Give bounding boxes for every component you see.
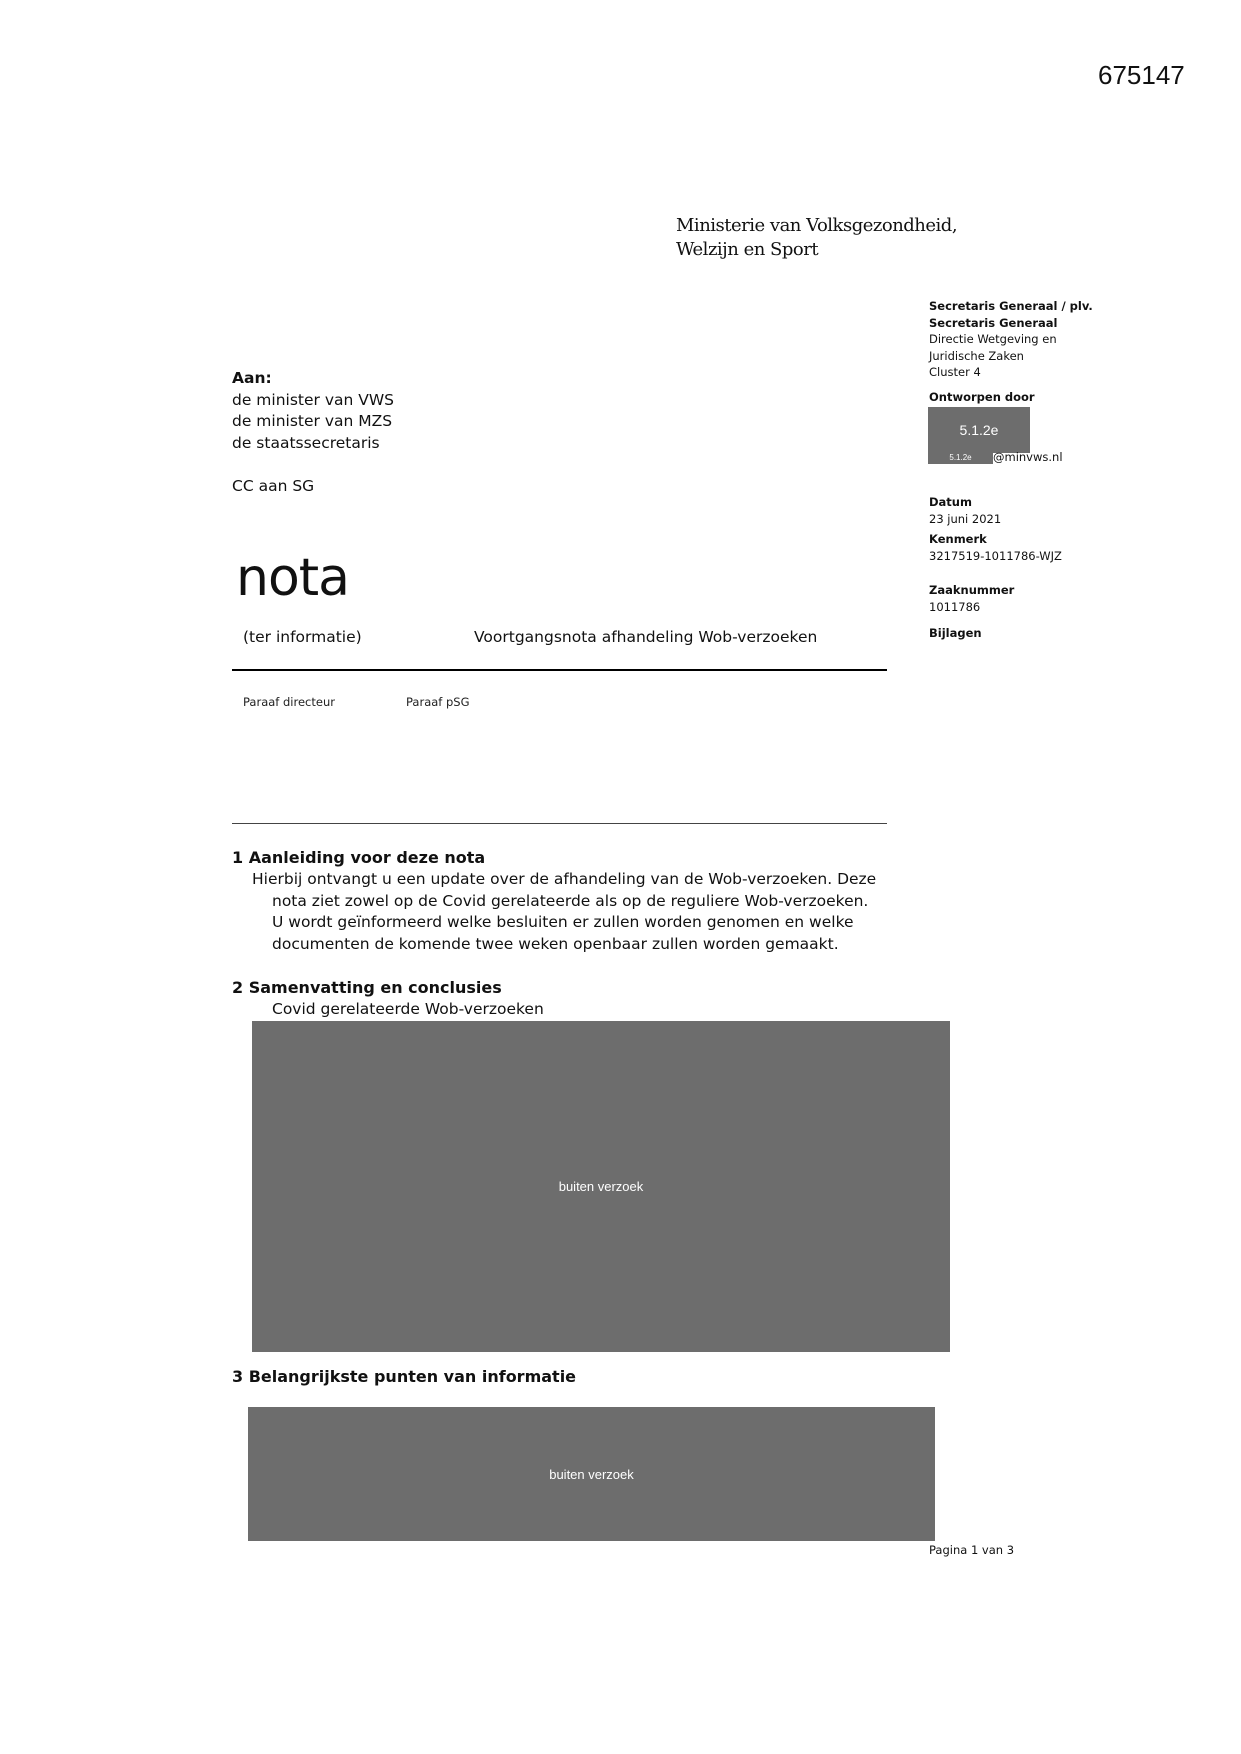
addressee-label: Aan: bbox=[232, 369, 272, 387]
date-value: 23 juni 2021 bbox=[929, 511, 1002, 526]
purpose: (ter informatie) bbox=[243, 628, 362, 646]
body-line: U wordt geïnformeerd welke besluiten er zullen worden genomen en welke bbox=[272, 913, 854, 931]
redacted-name: 5.1.2e bbox=[928, 407, 1030, 453]
case-value: 1011786 bbox=[929, 599, 981, 614]
subject: Voortgangsnota afhandeling Wob-verzoeken bbox=[474, 628, 818, 646]
divider bbox=[232, 669, 887, 671]
addressee: de staatssecretaris bbox=[232, 433, 380, 452]
document-title: nota bbox=[236, 548, 350, 608]
divider bbox=[232, 823, 887, 824]
email-suffix: @minvws.nl bbox=[993, 450, 1063, 464]
attachments-label: Bijlagen bbox=[929, 626, 982, 640]
reference-value: 3217519-1011786-WJZ bbox=[929, 548, 1062, 563]
dept-line4: Juridische Zaken bbox=[929, 348, 1024, 363]
case-label: Zaaknummer bbox=[929, 583, 1015, 597]
paraaf-director: Paraaf directeur bbox=[243, 695, 335, 709]
dept-line3: Directie Wetgeving en bbox=[929, 332, 1057, 346]
paraaf-psg: Paraaf pSG bbox=[406, 695, 470, 709]
redacted-email-prefix: 5.1.2e bbox=[928, 451, 993, 464]
redaction-block: buiten verzoek bbox=[248, 1407, 935, 1541]
dept-line5: Cluster 4 bbox=[929, 365, 981, 379]
designed-by-label: Ontworpen door bbox=[929, 390, 1035, 404]
page-number: Pagina 1 van 3 bbox=[929, 1543, 1015, 1557]
redaction-block: buiten verzoek bbox=[252, 1021, 950, 1352]
department-block bbox=[929, 298, 1093, 381]
addressees bbox=[232, 368, 394, 498]
body-line: documenten de komende twee weken openbaar zullen worden gemaakt. bbox=[272, 934, 839, 953]
body-line: Hierbij ontvangt u een update over de afhandeling van de Wob-verzoeken. Deze bbox=[252, 870, 877, 888]
dept-line2: Secretaris Generaal bbox=[929, 315, 1058, 330]
section-3-heading: 3 Belangrijkste punten van informatie bbox=[232, 1367, 577, 1386]
body-line: nota ziet zowel op de Covid gerelateerde als op de reguliere Wob-verzoeken. bbox=[272, 891, 869, 910]
dept-line1: Secretaris Generaal / plv. bbox=[929, 299, 1093, 313]
ministry-line1: Ministerie van Volksgezondheid, bbox=[676, 215, 958, 236]
section-1-heading: 1 Aanleiding voor deze nota bbox=[232, 848, 486, 867]
section-2-heading: 2 Samenvatting en conclusies bbox=[232, 978, 502, 997]
date-label: Datum bbox=[929, 495, 972, 509]
reference-label: Kenmerk bbox=[929, 532, 987, 546]
document-number: 675147 bbox=[1098, 60, 1185, 90]
addressee: de minister van MZS bbox=[232, 412, 393, 430]
ministry-logo-text bbox=[676, 214, 957, 262]
cc-line: CC aan SG bbox=[232, 477, 315, 495]
addressee: de minister van VWS bbox=[232, 390, 395, 409]
section-2-subheading: Covid gerelateerde Wob-verzoeken bbox=[272, 1000, 544, 1018]
ministry-line2: Welzijn en Sport bbox=[676, 239, 819, 260]
section-1-body bbox=[252, 869, 876, 955]
